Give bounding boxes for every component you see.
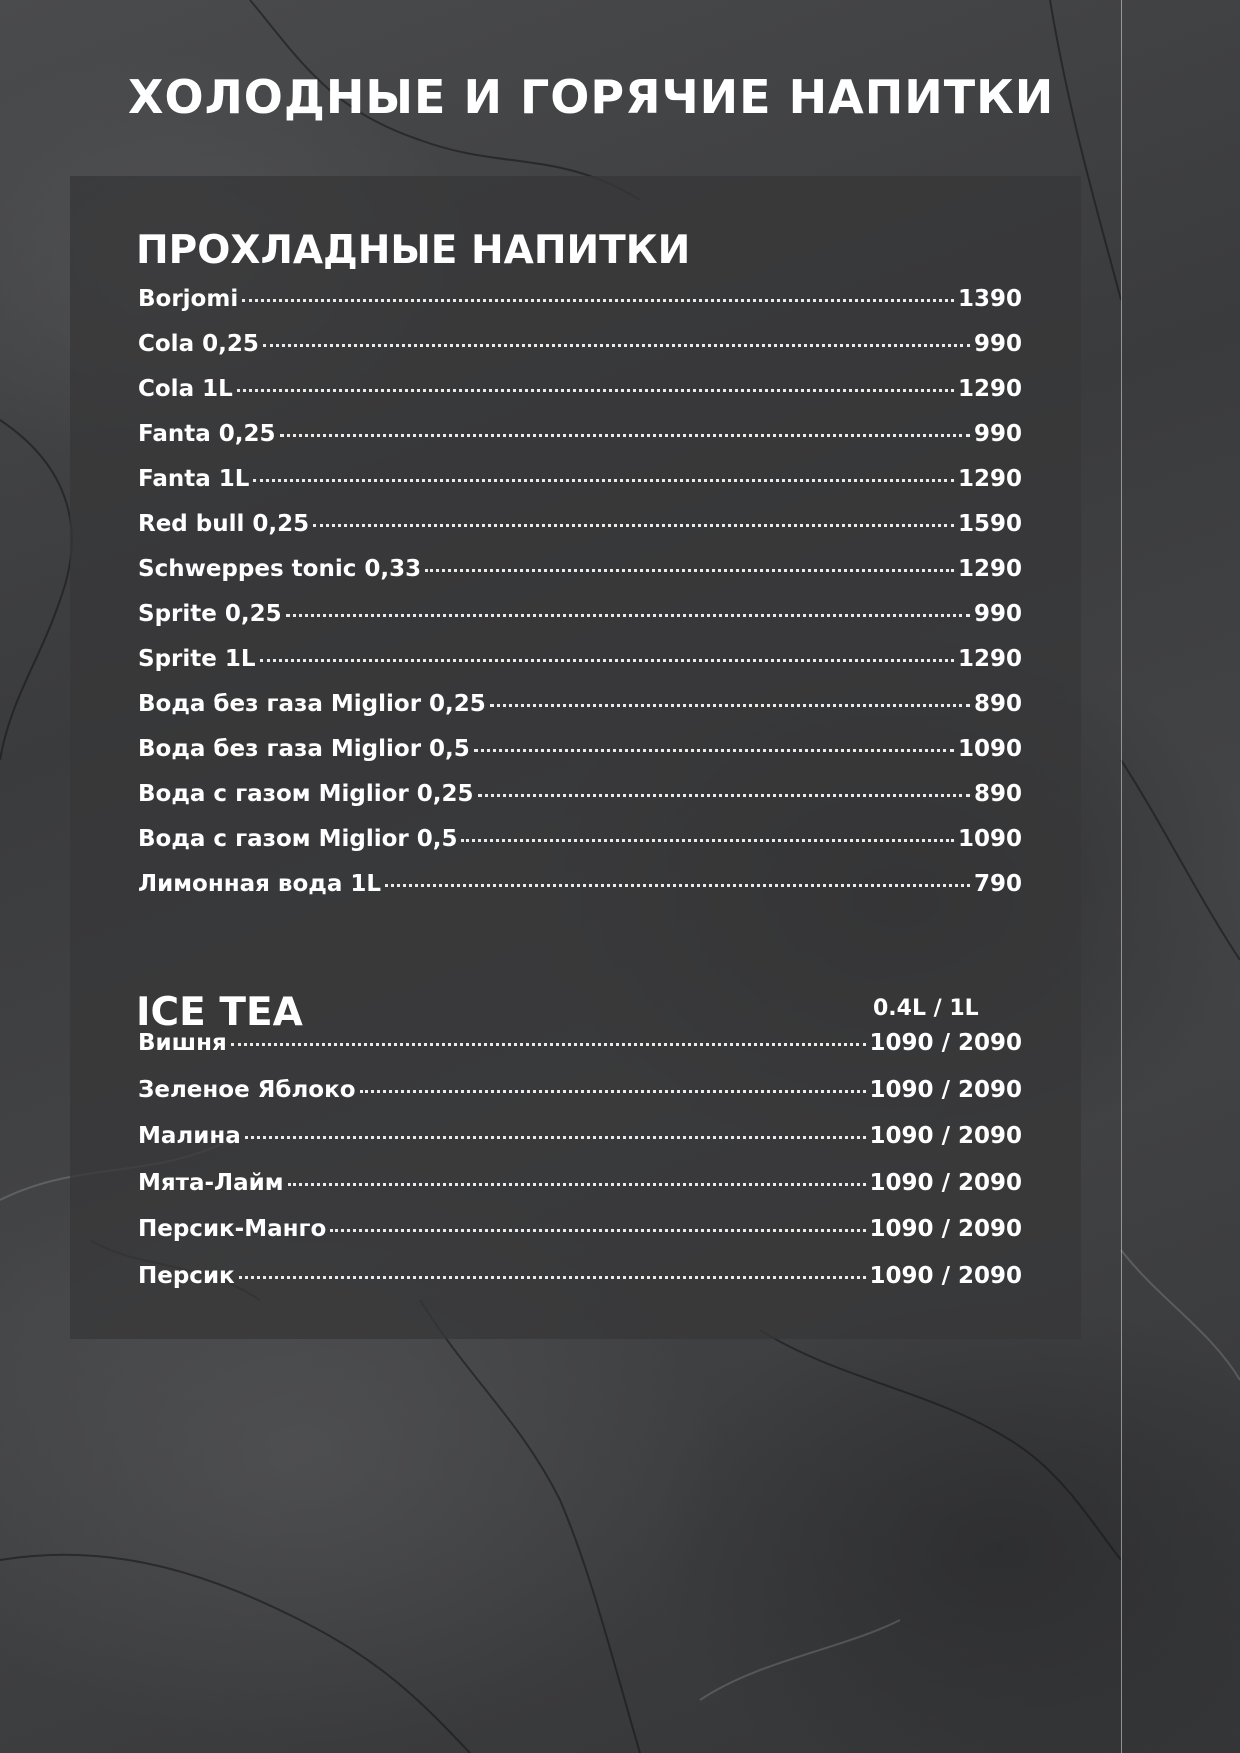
item-price: 1290	[957, 556, 1022, 582]
menu-item	[138, 691, 1022, 736]
item-name: Малина	[138, 1123, 241, 1150]
item-name: Вода без газа Miglior 0,25	[138, 691, 486, 717]
item-price: 1090 / 2090	[869, 1123, 1022, 1150]
dot-leader	[461, 839, 954, 842]
item-name: Borjomi	[138, 286, 239, 312]
item-price: 990	[973, 421, 1022, 447]
dot-leader	[313, 524, 954, 527]
menu-item	[138, 1216, 1022, 1263]
dot-leader	[280, 434, 970, 437]
dot-leader	[263, 344, 970, 347]
dot-leader	[360, 1090, 866, 1093]
item-name: Fanta 1L	[138, 466, 250, 492]
item-price: 890	[973, 781, 1022, 807]
item-name: Вода без газа Miglior 0,5	[138, 736, 470, 762]
item-price: 1290	[957, 466, 1022, 492]
menu-item	[138, 466, 1022, 511]
item-name: Персик-Манго	[138, 1216, 327, 1243]
dot-leader	[330, 1229, 865, 1232]
item-name: Schweppes tonic 0,33	[138, 556, 422, 582]
menu-item	[138, 781, 1022, 826]
item-price: 1090 / 2090	[869, 1169, 1022, 1196]
menu-item	[138, 331, 1022, 376]
menu-item	[138, 601, 1022, 646]
menu-item	[138, 556, 1022, 601]
item-price: 1290	[957, 646, 1022, 672]
item-name: Мята-Лайм	[138, 1169, 284, 1196]
item-price: 790	[973, 871, 1022, 897]
item-name: Sprite 1L	[138, 646, 256, 672]
menu-item	[138, 1030, 1022, 1077]
item-price: 1290	[957, 376, 1022, 402]
ice-tea-list	[138, 1030, 1022, 1310]
dot-leader	[239, 1276, 866, 1279]
item-price: 1090 / 2090	[869, 1076, 1022, 1103]
dot-leader	[286, 614, 970, 617]
menu-item	[138, 376, 1022, 421]
menu-item	[138, 736, 1022, 781]
menu-panel	[70, 176, 1081, 1339]
item-name: Зеленое Яблоко	[138, 1076, 356, 1103]
item-name: Персик	[138, 1262, 235, 1289]
menu-item	[138, 511, 1022, 556]
item-name: Вода с газом Miglior 0,25	[138, 781, 474, 807]
item-name: Вода с газом Miglior 0,5	[138, 826, 458, 852]
dot-leader	[231, 1043, 866, 1046]
dot-leader	[425, 569, 954, 572]
fold-line	[1121, 0, 1122, 1753]
page-title: ХОЛОДНЫЕ И ГОРЯЧИЕ НАПИТКИ	[128, 70, 1055, 124]
item-price: 890	[973, 691, 1022, 717]
dot-leader	[478, 794, 970, 797]
dot-leader	[385, 884, 970, 887]
menu-item	[138, 646, 1022, 691]
menu-item	[138, 421, 1022, 466]
dot-leader	[245, 1136, 866, 1139]
dot-leader	[237, 389, 954, 392]
menu-item	[138, 1263, 1022, 1310]
item-price: 1590	[957, 511, 1022, 537]
item-name: Fanta 0,25	[138, 421, 276, 447]
item-name: Вишня	[138, 1030, 227, 1056]
menu-item	[138, 826, 1022, 871]
item-name: Red bull 0,25	[138, 511, 310, 537]
size-note: 0.4L / 1L	[873, 996, 979, 1021]
menu-item	[138, 1123, 1022, 1170]
menu-item	[138, 871, 1022, 916]
dot-leader	[260, 659, 954, 662]
section-title-ice-tea: ICE TEA	[136, 990, 303, 1035]
item-name: Лимонная вода 1L	[138, 871, 382, 897]
menu-item	[138, 1077, 1022, 1124]
dot-leader	[288, 1183, 866, 1186]
item-price: 1090	[957, 736, 1022, 762]
item-price: 1390	[957, 286, 1022, 312]
item-name: Sprite 0,25	[138, 601, 282, 627]
item-price: 990	[973, 331, 1022, 357]
item-price: 1090 / 2090	[869, 1030, 1022, 1056]
menu-item	[138, 286, 1022, 331]
section-title-soft-drinks: ПРОХЛАДНЫЕ НАПИТКИ	[136, 228, 691, 273]
item-price: 1090	[957, 826, 1022, 852]
item-name: Cola 1L	[138, 376, 233, 402]
item-price: 1090 / 2090	[869, 1262, 1022, 1289]
dot-leader	[242, 299, 954, 302]
soft-drinks-list	[138, 286, 1022, 916]
dot-leader	[490, 704, 970, 707]
dot-leader	[253, 479, 954, 482]
item-price: 990	[973, 601, 1022, 627]
menu-item	[138, 1170, 1022, 1217]
item-price: 1090 / 2090	[869, 1216, 1022, 1243]
item-name: Cola 0,25	[138, 331, 259, 357]
dot-leader	[474, 749, 954, 752]
